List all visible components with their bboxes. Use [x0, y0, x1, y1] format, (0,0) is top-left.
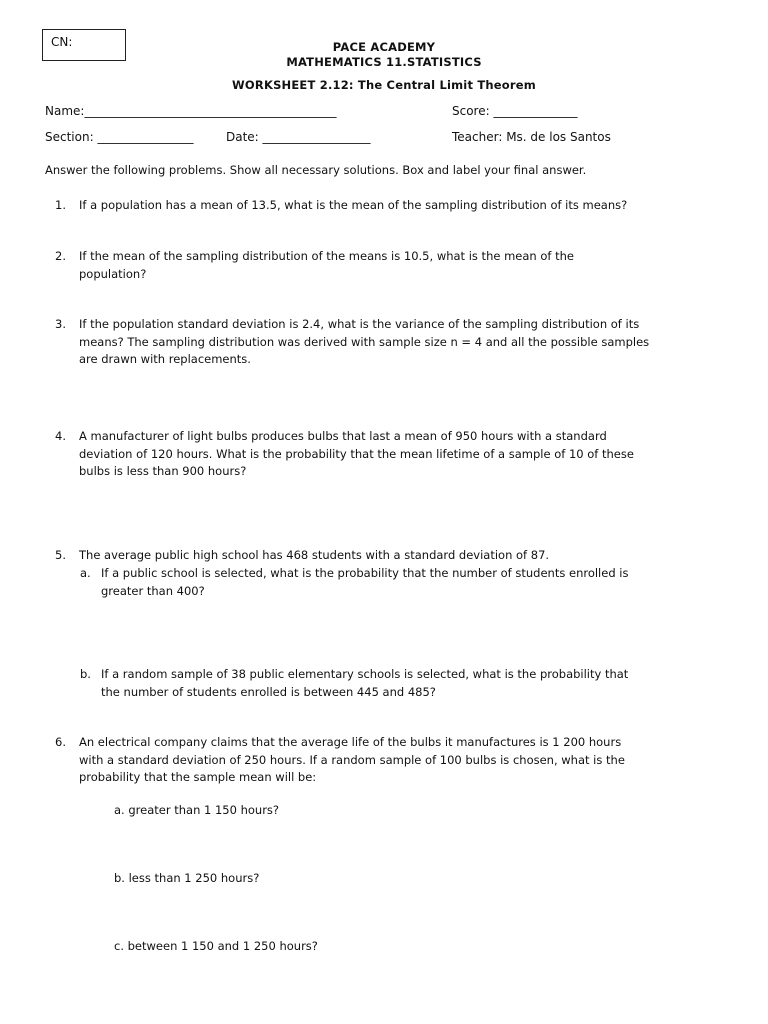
question-line: greater than 400? — [101, 583, 205, 598]
question-line: If a public school is selected, what is the probability that the number of students enrolled is — [101, 566, 629, 580]
section-field[interactable]: Section: ________________ — [45, 130, 194, 144]
question-1-number: 1. — [55, 198, 66, 212]
question-6 — [79, 734, 729, 787]
question-5 — [79, 547, 729, 565]
question-5b-label: b. — [80, 667, 91, 681]
question-line: If a population has a mean of 13.5, what is the mean of the sampling distribution of its means? — [79, 198, 628, 212]
question-line: bulbs is less than 900 hours? — [79, 464, 247, 478]
question-6-number: 6. — [55, 735, 66, 749]
instructions: Answer the following problems. Show all necessary solutions. Box and label your final answer. — [45, 163, 587, 177]
question-2 — [79, 248, 729, 283]
question-4-number: 4. — [55, 429, 66, 443]
name-field[interactable]: Name:__________________________________________ — [45, 104, 337, 118]
question-line: If the mean of the sampling distribution of the means is 10.5, what is the mean of the — [79, 249, 574, 263]
question-5a — [101, 565, 721, 600]
question-6c: c. between 1 150 and 1 250 hours? — [114, 939, 318, 953]
question-line: If a random sample of 38 public elementary schools is selected, what is the probability that — [101, 667, 629, 681]
question-line: are drawn with replacements. — [79, 352, 251, 366]
question-5b — [101, 666, 721, 701]
question-5-number: 5. — [55, 548, 66, 562]
question-6a: a. greater than 1 150 hours? — [114, 803, 280, 817]
question-line: If the population standard deviation is 2.4, what is the variance of the sampling distribution of its — [79, 317, 640, 331]
question-3-number: 3. — [55, 317, 66, 331]
question-line: the number of students enrolled is between 445 and 485? — [101, 684, 436, 699]
cn-label: CN: — [51, 35, 73, 49]
question-line: with a standard deviation of 250 hours. If a random sample of 100 bulbs is chosen, what is the — [79, 752, 625, 767]
score-field[interactable]: Score: ______________ — [452, 104, 578, 118]
school-name: PACE ACADEMY — [332, 40, 436, 54]
question-line: deviation of 120 hours. What is the probability that the mean lifetime of a sample of 10 of these — [79, 446, 634, 461]
question-4 — [79, 428, 729, 481]
question-5a-label: a. — [80, 566, 91, 580]
question-line: population? — [79, 266, 147, 281]
question-line: An electrical company claims that the average life of the bulbs it manufactures is 1 200 hours — [79, 735, 622, 749]
question-2-number: 2. — [55, 249, 66, 263]
question-line: means? The sampling distribution was derived with sample size n = 4 and all the possible samples — [79, 334, 650, 349]
question-6b: b. less than 1 250 hours? — [114, 871, 260, 885]
question-3 — [79, 316, 729, 369]
worksheet-title: WORKSHEET 2.12: The Central Limit Theorem — [232, 78, 536, 92]
question-line: probability that the sample mean will be: — [79, 770, 317, 784]
teacher-field: Teacher: Ms. de los Santos — [452, 130, 611, 144]
question-1 — [79, 197, 729, 215]
question-line: The average public high school has 468 students with a standard deviation of 87. — [79, 548, 550, 562]
subject-title: MATHEMATICS 11.STATISTICS — [286, 55, 482, 69]
question-line: A manufacturer of light bulbs produces bulbs that last a mean of 950 hours with a standard — [79, 429, 607, 443]
date-field[interactable]: Date: __________________ — [226, 130, 371, 144]
